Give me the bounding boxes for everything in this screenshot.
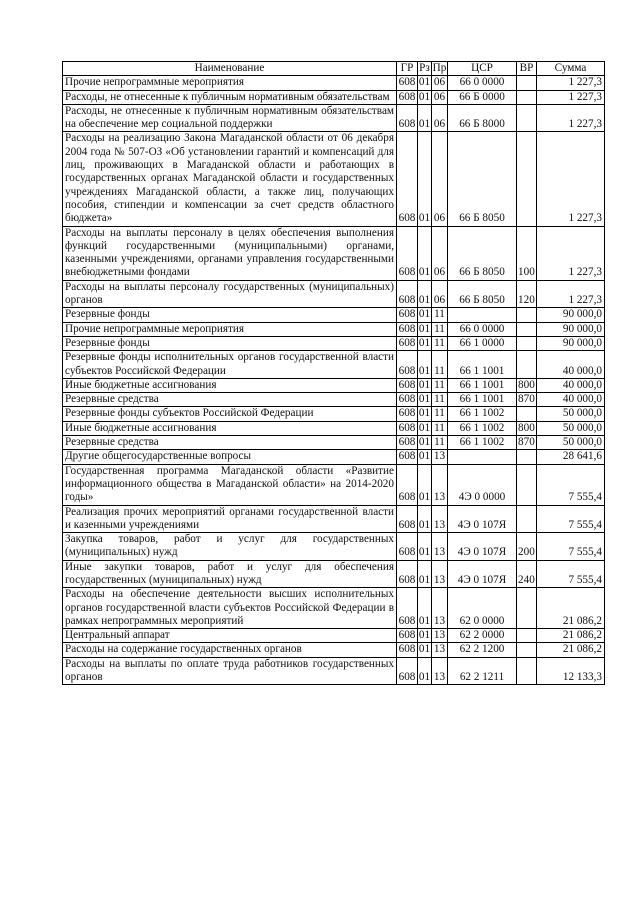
cell-name: Иные бюджетные ассигнования [63,421,397,435]
cell-vr: 240 [517,560,537,588]
cell-sum: 21 086,2 [537,588,605,629]
cell-vr [517,90,537,104]
cell-gr: 608 [397,351,418,379]
cell-gr: 608 [397,657,418,685]
cell-pr: 11 [432,393,448,407]
cell-rz: 01 [418,393,431,406]
cell-sum: 40 000,0 [537,378,605,392]
cell-sum: 50 000,0 [537,407,605,421]
cell-sum: 1 227,3 [537,280,605,308]
cell-gr: 608 [397,104,418,132]
cell-rz: 01 [418,505,432,533]
cell-gr: 608 [397,90,418,104]
cell-pr: 06 [432,132,448,226]
cell-pr: 11 [432,407,448,421]
cell-name: Резервные фонды [63,336,397,350]
cell-vr [517,351,537,379]
cell-gr: 608 [397,629,418,643]
cell-rz: 01 [418,629,431,642]
cell-pr: 13 [432,505,448,533]
cell-rz: 01 [418,436,431,449]
cell-name: Расходы на обеспечение деятельности высших исполнительных органов государственной власти субъектов Российской Федерации в рамках непрограммных мероприятий [63,588,397,629]
cell-csr: 4Э 0 107Я [448,505,517,533]
cell-pr: 13 [432,560,448,588]
table-row [63,533,605,561]
cell-vr [517,407,537,421]
cell-pr: 11 [432,322,448,336]
cell-vr [517,464,537,505]
cell-vr: 800 [518,378,535,391]
cell-csr: 66 Б 8050 [448,226,517,280]
cell-gr: 608 [397,132,418,226]
table-row [63,421,605,435]
cell-name: Иные закупки товаров, работ и услуг для обеспечения государственных (муниципальных) нужд [63,560,397,588]
cell-gr: 608 [397,450,418,464]
cell-rz: 01 [418,643,431,656]
table-row [63,657,605,685]
cell-rz: 01 [418,336,431,349]
cell-pr: 11 [432,421,448,435]
table-row [63,132,605,226]
cell-rz: 01 [418,351,432,379]
cell-pr: 06 [432,104,448,132]
cell-gr: 608 [397,436,418,450]
cell-pr: 06 [432,76,448,90]
table-row [63,76,605,90]
cell-pr: 11 [432,436,448,450]
cell-gr: 608 [397,588,418,629]
cell-pr: 13 [432,533,448,561]
cell-name: Расходы на выплаты персоналу в целях обеспечения выполнения функций государственными (муниципальными) органами, казенными учреждениями, органами управления государственными внебюджетными фондами [63,226,397,280]
cell-pr: 13 [432,629,448,643]
table-row [63,90,605,104]
cell-vr: 120 [517,280,537,308]
cell-sum: 50 000,0 [537,436,605,450]
cell-rz: 01 [418,421,431,434]
cell-pr: 11 [432,378,448,392]
cell-name: Резервные средства [63,393,397,407]
cell-csr: 66 Б 8050 [448,280,517,308]
table-row [63,351,605,379]
cell-sum: 40 000,0 [537,393,605,407]
cell-gr: 608 [397,505,418,533]
cell-vr [517,308,537,322]
cell-csr: 62 2 1211 [448,657,517,685]
cell-csr: 66 1 1002 [448,436,517,450]
cell-sum: 1 227,3 [537,90,605,104]
cell-name: Резервные фонды субъектов Российской Федерации [63,407,397,421]
header-gr: ГР [397,62,418,76]
cell-gr: 608 [397,393,418,407]
cell-sum: 7 555,4 [537,560,605,588]
cell-sum: 21 086,2 [537,629,605,643]
table-row [63,308,605,322]
cell-sum: 90 000,0 [537,336,605,350]
header-name: Наименование [63,62,397,76]
cell-csr: 66 Б 0000 [448,90,517,104]
budget-document [62,61,604,685]
cell-gr: 608 [397,421,418,435]
cell-csr: 66 1 1001 [448,393,517,407]
table-row [63,629,605,643]
cell-csr: 62 2 0000 [448,629,517,643]
cell-gr: 608 [397,280,418,308]
table-row [63,588,605,629]
cell-gr: 608 [397,308,418,322]
header-rz: Рз [419,62,430,74]
cell-name: Закупка товаров, работ и услуг для государственных (муниципальных) нужд [63,533,397,561]
cell-pr: 13 [432,450,448,464]
cell-gr: 608 [397,378,418,392]
cell-sum: 21 086,2 [537,643,605,657]
cell-rz: 01 [418,464,432,505]
cell-vr [517,643,537,657]
header-sum: Сумма [537,62,605,76]
cell-name: Расходы на содержание государственных органов [63,643,397,657]
cell-sum: 7 555,4 [537,505,605,533]
cell-vr [517,76,537,90]
table-row [63,643,605,657]
table-row [63,322,605,336]
cell-rz: 01 [418,657,432,685]
cell-rz: 01 [418,226,432,280]
cell-pr: 13 [432,657,448,685]
cell-vr [517,657,537,685]
cell-vr [517,450,537,464]
cell-gr: 608 [397,643,418,657]
cell-name: Резервные средства [63,436,397,450]
cell-name: Резервные фонды исполнительных органов государственной власти субъектов Российской Федерации [63,351,397,379]
cell-csr: 4Э 0 0000 [448,464,517,505]
cell-vr: 100 [517,226,537,280]
cell-vr [517,132,537,226]
cell-csr: 66 1 1002 [448,421,517,435]
cell-gr: 608 [397,76,418,90]
cell-name: Прочие непрограммные мероприятия [63,322,397,336]
table-row [63,436,605,450]
cell-vr [517,505,537,533]
cell-csr: 66 0 0000 [448,76,517,90]
cell-name: Прочие непрограммные мероприятия [63,76,397,90]
cell-name: Расходы на выплаты персоналу государственных (муниципальных) органов [63,280,397,308]
cell-pr: 06 [432,280,448,308]
cell-rz: 01 [418,378,431,391]
table-row [63,407,605,421]
cell-name: Центральный аппарат [63,629,397,643]
table-row [63,560,605,588]
header-vr: ВР [517,62,537,76]
table-row [63,336,605,350]
cell-rz: 01 [418,533,432,561]
cell-pr: 13 [432,643,448,657]
cell-sum: 90 000,0 [537,308,605,322]
cell-sum: 40 000,0 [537,351,605,379]
cell-gr: 608 [397,533,418,561]
table-row [63,226,605,280]
cell-sum: 12 133,3 [537,657,605,685]
cell-rz: 01 [418,90,431,103]
cell-csr: 66 1 1001 [448,351,517,379]
table-header-row [63,62,605,76]
cell-sum: 90 000,0 [537,322,605,336]
cell-pr: 13 [432,464,448,505]
cell-sum: 1 227,3 [537,76,605,90]
cell-csr: 66 1 1002 [448,407,517,421]
cell-vr [517,336,537,350]
table-row [63,280,605,308]
cell-sum: 7 555,4 [537,533,605,561]
cell-vr [517,629,537,643]
cell-sum: 1 227,3 [537,104,605,132]
cell-name: Государственная программа Магаданской области «Развитие информационного общества в Магаданской области» на 2014-2020 годы» [63,464,397,505]
cell-gr: 608 [397,336,418,350]
cell-vr: 870 [518,436,535,449]
cell-vr [517,588,537,629]
table-row [63,378,605,392]
cell-csr: 4Э 0 107Я [448,560,517,588]
table-row [63,505,605,533]
cell-csr: 66 Б 8000 [448,104,517,132]
cell-rz: 01 [418,104,432,132]
cell-name: Расходы на выплаты по оплате труда работников государственных органов [63,657,397,685]
cell-name: Иные бюджетные ассигнования [63,378,397,392]
cell-rz: 01 [418,280,432,308]
cell-csr: 66 Б 8050 [448,132,517,226]
cell-vr [517,322,537,336]
cell-pr: 06 [432,226,448,280]
cell-csr: 62 0 0000 [448,588,517,629]
cell-csr [448,308,517,322]
cell-name: Расходы на реализацию Закона Магаданской области от 06 декабря 2004 года № 507-ОЗ «Об установлении гарантий и компенсаций для лиц, проживающих в Магаданской области и работающих в государственных органах Магаданской области и государственных учреждениях Магаданской области, а также лиц, получающих пособия, стипендии и компенсации за счет средств областного бюджета» [63,132,397,226]
cell-gr: 608 [397,226,418,280]
cell-csr: 66 0 0000 [448,322,517,336]
cell-csr: 66 1 0000 [448,336,517,350]
cell-rz: 01 [418,560,432,588]
budget-table [62,61,605,685]
cell-pr: 11 [432,308,448,322]
header-pr: Пр [432,62,447,74]
cell-pr: 13 [432,588,448,629]
table-row [63,450,605,464]
cell-vr: 870 [518,393,535,406]
cell-csr: 4Э 0 107Я [448,533,517,561]
cell-sum: 28 641,6 [537,450,605,464]
cell-gr: 608 [397,407,418,421]
cell-rz: 01 [418,322,431,335]
cell-vr: 800 [518,421,535,434]
cell-sum: 1 227,3 [537,132,605,226]
cell-rz: 01 [418,407,431,420]
cell-vr [517,104,537,132]
cell-sum: 50 000,0 [537,421,605,435]
cell-sum: 1 227,3 [537,226,605,280]
cell-csr [448,450,517,464]
cell-rz: 01 [418,76,431,89]
cell-vr: 200 [517,533,537,561]
cell-pr: 06 [432,90,448,104]
cell-csr: 62 2 1200 [448,643,517,657]
table-row [63,393,605,407]
header-csr: ЦСР [448,62,517,76]
cell-name: Расходы, не отнесенные к публичным нормативным обязательствам на обеспечение мер социальной поддержки [63,104,397,132]
cell-rz: 01 [418,450,431,463]
cell-gr: 608 [397,464,418,505]
cell-name: Расходы, не отнесенные к публичным нормативным обязательствам [63,90,397,104]
table-row [63,464,605,505]
cell-rz: 01 [418,588,432,629]
cell-name: Другие общегосударственные вопросы [63,450,397,464]
table-row [63,104,605,132]
cell-name: Реализация прочих мероприятий органами государственной власти и казенными учреждениями [63,505,397,533]
cell-rz: 01 [418,132,432,226]
cell-sum: 7 555,4 [537,464,605,505]
cell-pr: 11 [432,351,448,379]
cell-name: Резервные фонды [63,308,397,322]
cell-rz: 01 [418,308,431,321]
cell-gr: 608 [397,322,418,336]
cell-csr: 66 1 1001 [448,378,517,392]
cell-gr: 608 [397,560,418,588]
cell-pr: 11 [432,336,448,350]
